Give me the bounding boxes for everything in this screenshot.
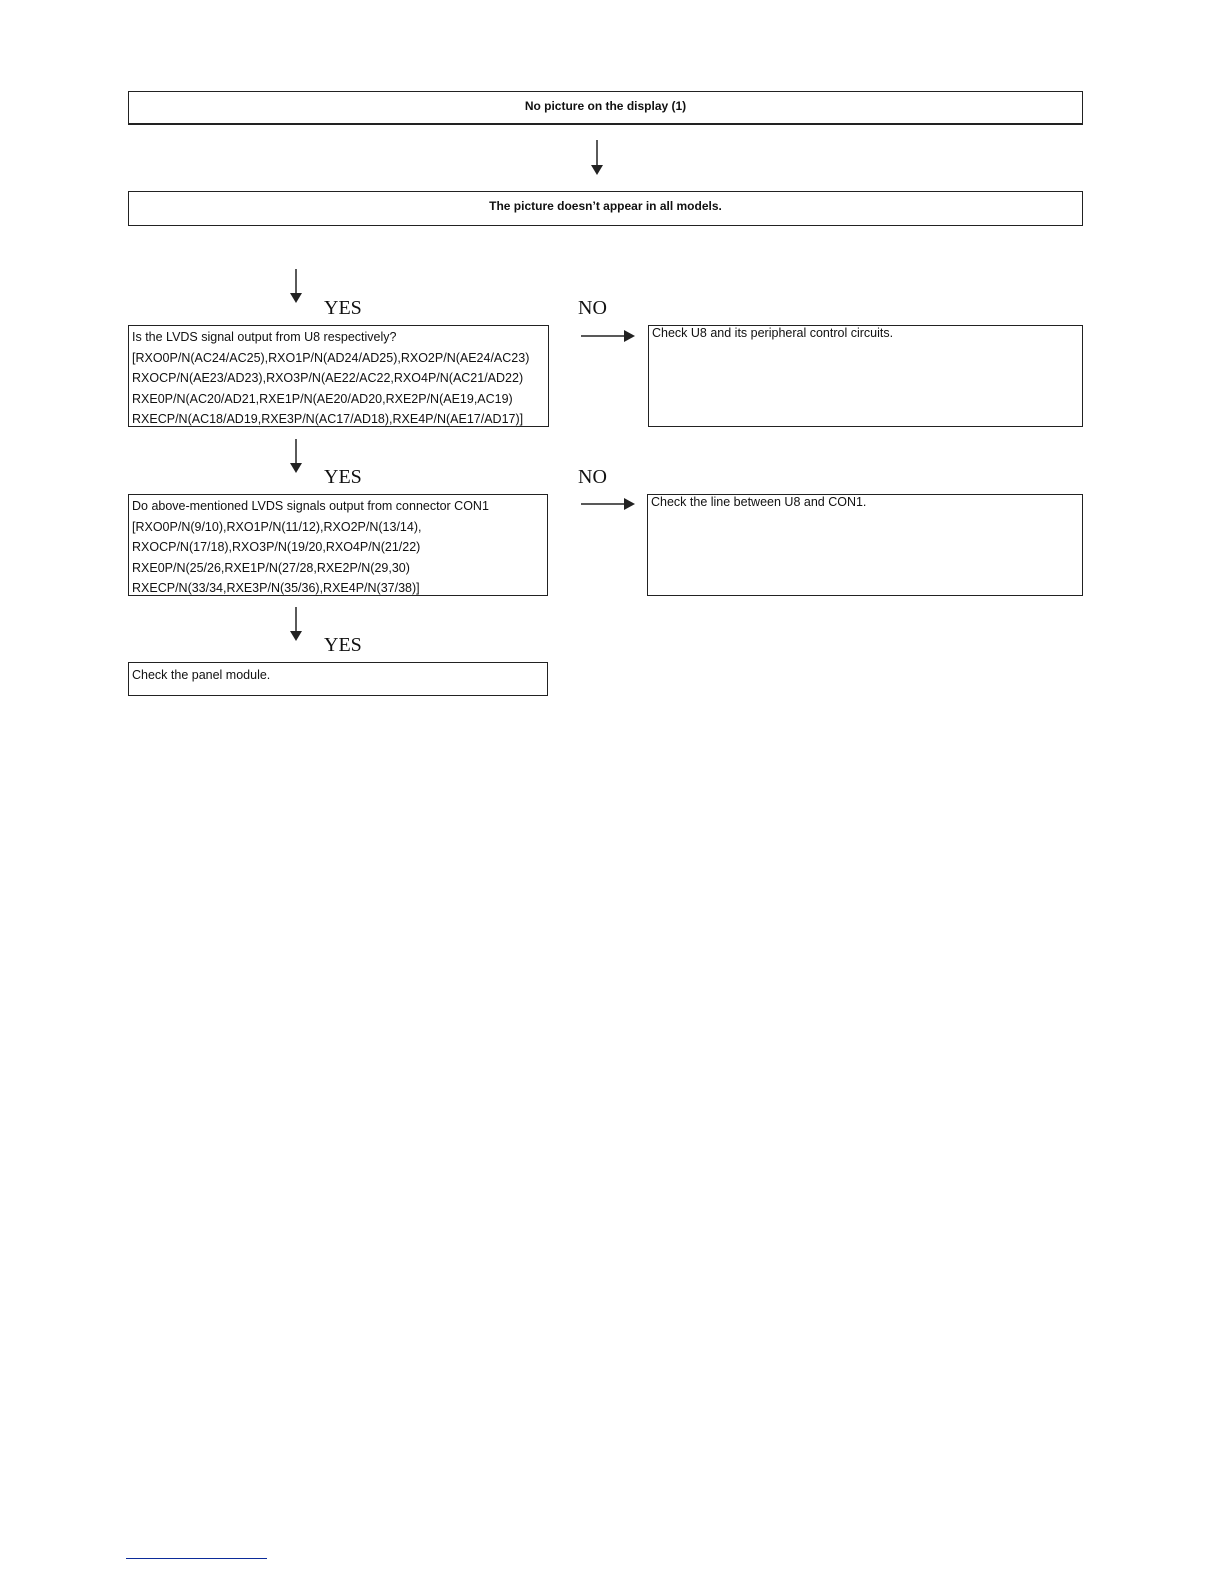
step-1-line: RXOCP/N(AE23/AD23),RXO3P/N(AE22/AC22,RXO4P/N(AC21/AD22) <box>132 371 524 385</box>
no-label: NO <box>578 297 607 319</box>
final-action: Check the panel module. <box>132 668 271 682</box>
arrow-down-icon <box>289 607 303 643</box>
yes-label: YES <box>324 297 362 319</box>
step-1-question-box <box>128 325 549 427</box>
step-2-question-box <box>128 494 548 596</box>
step-1-line: RXECP/N(AC18/AD19,RXE3P/N(AC17/AD18),RXE4P/N(AE17/AD17)] <box>132 412 524 426</box>
arrow-down-icon <box>590 140 604 176</box>
condition-text: The picture doesn’t appear in all models. <box>489 199 722 213</box>
yes-label: YES <box>324 634 362 656</box>
step-2-line: [RXO0P/N(9/10),RXO1P/N(11/12),RXO2P/N(13/14), <box>132 519 422 534</box>
step-2-line: RXOCP/N(17/18),RXO3P/N(19/20,RXO4P/N(21/22) <box>132 540 421 554</box>
step-1-no-action: Check U8 and its peripheral control circuits. <box>652 326 894 340</box>
arrow-down-icon <box>289 439 303 475</box>
footer-link-underline[interactable] <box>126 1558 267 1559</box>
final-action-box <box>128 662 548 696</box>
title-box <box>128 91 1083 125</box>
step-2-line: Do above-mentioned LVDS signals output from connector CON1 <box>132 499 489 513</box>
step-2-no-action-box <box>647 494 1083 596</box>
step-1-no-action-box <box>648 325 1083 427</box>
step-1-line: RXE0P/N(AC20/AD21,RXE1P/N(AE20/AD20,RXE2P/N(AE19,AC19) <box>132 391 513 406</box>
arrow-right-icon <box>581 497 637 511</box>
no-label: NO <box>578 466 607 488</box>
step-2-line: RXECP/N(33/34,RXE3P/N(35/36),RXE4P/N(37/38)] <box>132 581 420 595</box>
yes-label: YES <box>324 466 362 488</box>
step-2-no-action: Check the line between U8 and CON1. <box>651 495 867 509</box>
step-1-line: Is the LVDS signal output from U8 respectively? <box>132 330 397 344</box>
step-1-line: [RXO0P/N(AC24/AC25),RXO1P/N(AD24/AD25),RXO2P/N(AE24/AC23) <box>132 350 530 365</box>
step-2-line: RXE0P/N(25/26,RXE1P/N(27/28,RXE2P/N(29,30) <box>132 560 410 575</box>
condition-box <box>128 191 1083 226</box>
arrow-down-icon <box>289 269 303 305</box>
arrow-right-icon <box>581 329 637 343</box>
diagram-title: No picture on the display (1) <box>524 99 687 113</box>
